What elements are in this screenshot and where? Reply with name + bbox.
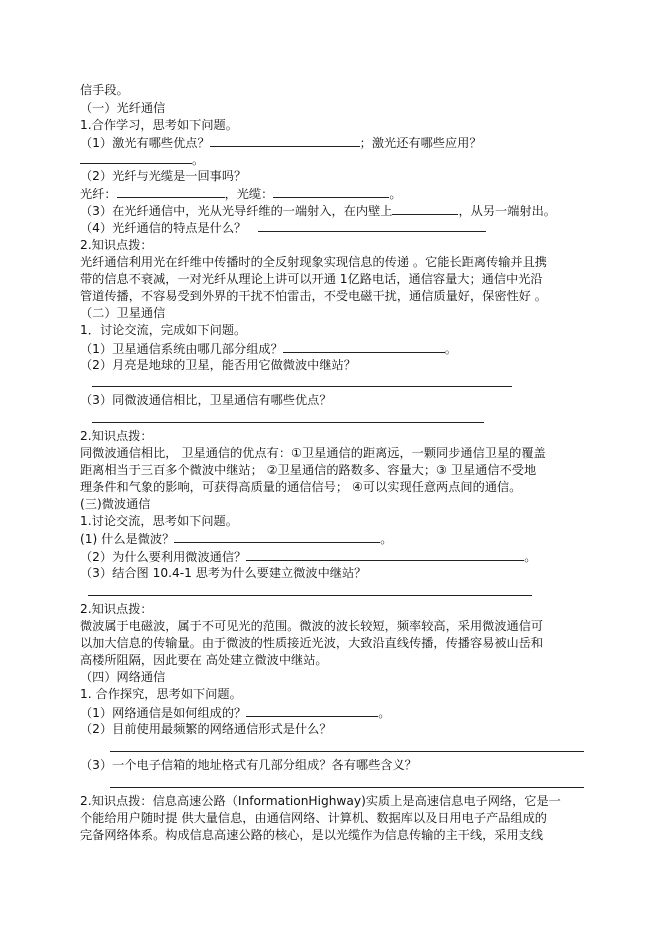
paragraph-line: 完备网络体系。构成信息高速公路的核心，是以光缆作为信息传输的主干线，采用支线 [80, 828, 544, 842]
question-reflection: （3）在光纤通信中，光从光导纤维的一端射入，在内壁上 ，从另一端射出。 [80, 204, 556, 218]
fiber-blank[interactable] [117, 185, 225, 198]
text-line: 1. 合作探究，思考如下问题。 [80, 687, 242, 701]
answer-rule[interactable] [92, 422, 484, 423]
paragraph-line: 管道传播，不容易受到外界的干扰不怕雷击，不受电磁干扰，通信质量好，保密性好 。 [80, 289, 547, 303]
paragraph-line: 同微波通信相比， 卫星通信的优点有：①卫星通信的距离远，一颗同步通信卫星的覆盖 [80, 446, 546, 460]
question-fiber-cable: （2）光纤与光缆是一回事吗？ [80, 169, 247, 183]
text-line: 1.合作学习，思考如下问题。 [80, 118, 238, 132]
knowledge-heading: 2.知识点拨： [80, 238, 153, 252]
answer-rule[interactable] [110, 787, 584, 788]
paragraph-line: 2.知识点拨：信息高速公路（InformationHighway)实质上是高速信息电子网络，它是一 [80, 794, 561, 808]
question-what-microwave: (1) 什么是微波？ 。 [80, 532, 393, 546]
answer-blank[interactable] [246, 704, 378, 717]
paragraph-line: 高楼所阻隔，因此要在 高处建立微波中继站。 [80, 653, 328, 667]
answer-blank[interactable] [283, 340, 445, 353]
question-why-microwave: （2）为什么要利用微波通信？ 。 [80, 550, 537, 564]
question-satellite-parts: （1）卫星通信系统由哪几部分组成？ 。 [80, 342, 457, 356]
answer-blank[interactable] [210, 134, 360, 147]
paragraph-line: 微波属于电磁波，属于不可见光的范围。微波的波长较短，频率较高，采用微波通信可 [80, 619, 544, 633]
question-laser: （1）激光有哪些优点？ ；激光还有哪些应用？ [80, 136, 482, 150]
text-line: 信手段。 [80, 83, 129, 97]
section-heading-microwave: (三)微波通信 [80, 497, 151, 511]
answer-rule[interactable] [88, 595, 532, 596]
question-fiber-features: （4）光纤通信的特点是什么？ [80, 219, 486, 236]
paragraph-line: 带的信息不衰减，一对光纤从理论上讲可以开通 1亿路电话，通信容量大；通信中光沿 [80, 272, 543, 286]
paragraph-line: 个能给用户随时提 供大量信息，由通信网络、计算机、数据库以及日用电子产品组成的 [80, 811, 547, 825]
question-network-composition: （1）网络通信是如何组成的？ 。 [80, 706, 391, 720]
text-line: 1.讨论交流，思考如下问题。 [80, 514, 238, 528]
answer-fiber-cable: 光纤： ，光缆： 。 [80, 187, 402, 201]
knowledge-heading: 2.知识点拨： [80, 429, 153, 443]
text-line: 1．讨论交流，完成如下问题。 [80, 323, 247, 337]
question-satellite-advantages: （3）同微波通信相比，卫星通信有哪些优点？ [80, 393, 332, 407]
answer-blank[interactable] [246, 548, 524, 561]
question-moon-relay: （2）月亮是地球的卫星，能否用它做微波中继站？ [80, 358, 356, 372]
paragraph-line: 距离相当于三百多个微波中继站； ②卫星通信的路数多、容量大；③ 卫星通信不受地 [80, 463, 537, 477]
paragraph-line: 理条件和气象的影响，可获得高质量的通信信号； ④可以实现任意两点间的通信。 [80, 480, 522, 494]
question-email-address: （3）一个电子信箱的地址格式有几部分组成？各有哪些含义？ [80, 758, 417, 772]
answer-rule[interactable] [92, 386, 512, 387]
knowledge-heading: 2.知识点拨： [80, 602, 153, 616]
answer-rule[interactable] [110, 751, 584, 752]
question-network-form: （2）目前使用最频繁的网络通信形式是什么？ [80, 722, 332, 736]
answer-blank[interactable] [174, 530, 380, 543]
cable-blank[interactable] [273, 185, 389, 198]
section-heading-network: （四）网络通信 [80, 670, 166, 684]
answer-blank[interactable] [392, 202, 458, 215]
answer-blank[interactable] [258, 219, 486, 232]
paragraph-line: 以加大信息的传输量。由于微波的性质接近光波，大致沿直线传播，传播容易被山岳和 [80, 636, 544, 650]
paragraph-line: 光纤通信利用光在纤维中传播时的全反射现象实现信息的传递 。它能长距离传输并且携 [80, 255, 547, 269]
question-relay-station: （3）结合图 10.4-1 思考为什么要建立微波中继站？ [80, 566, 367, 580]
section-heading-satellite: （二）卫星通信 [80, 306, 166, 320]
section-heading-fiber: （一）光纤通信 [80, 101, 166, 115]
answer-line: 。 [80, 151, 204, 168]
answer-blank[interactable] [80, 151, 192, 164]
